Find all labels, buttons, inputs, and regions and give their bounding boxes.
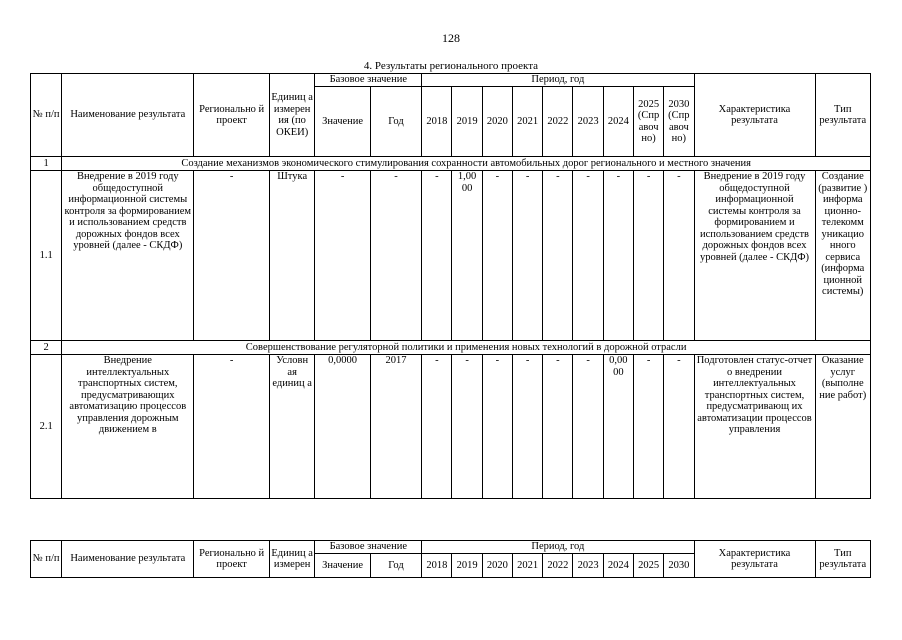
row-1-1-num: 1.1	[31, 171, 62, 341]
header-period: Период, год	[422, 74, 694, 87]
results-table	[30, 73, 871, 499]
repeat-header-year-2018: 2018	[422, 554, 452, 578]
results-table-continued-header	[30, 540, 871, 578]
row-2-1-characteristic: Подготовлен статус-отчет о внедрении интеллектуальных транспортных систем, предусматривающ их автоматизации процессов управления	[694, 355, 815, 499]
row-2-1-value: 0,0000	[315, 355, 370, 499]
row-1-1-2020: -	[482, 171, 512, 341]
repeat-header-characteristic: Характеристика результата	[694, 541, 815, 578]
repeat-header-year-2021: 2021	[512, 554, 542, 578]
row-2-1-2022: -	[543, 355, 573, 499]
repeat-header-year-2020: 2020	[482, 554, 512, 578]
header-year-2018: 2018	[422, 87, 452, 157]
row-2-1-2025: -	[633, 355, 663, 499]
row-2-1-2030: -	[664, 355, 694, 499]
row-1-1-year: -	[370, 171, 421, 341]
header-year-2020: 2020	[482, 87, 512, 157]
row-1-1-2018: -	[422, 171, 452, 341]
repeat-header-year-2019: 2019	[452, 554, 482, 578]
section-title: 4. Результаты регионального проекта	[363, 60, 539, 72]
row-2-1-2020: -	[482, 355, 512, 499]
header-base: Базовое значение	[315, 74, 422, 87]
row-1-1-value: -	[315, 171, 370, 341]
header-num: № п/п	[31, 74, 62, 157]
repeat-header-base: Базовое значение	[315, 541, 422, 554]
row-1-1-regional: -	[194, 171, 270, 341]
section-1-title: Создание механизмов экономического стимулирования сохранности автомобильных дорог регионального и местного значения	[62, 157, 871, 171]
section-2-num: 2	[31, 341, 62, 355]
header-year-2025: 2025 (Спр авоч но)	[633, 87, 663, 157]
header-unit: Единиц а измерен ия (по ОКЕИ)	[269, 74, 314, 157]
header-characteristic: Характеристика результата	[694, 74, 815, 157]
repeat-header-year-2022: 2022	[543, 554, 573, 578]
header-name: Наименование результата	[62, 74, 194, 157]
row-2-1-2024: 0,00 00	[603, 355, 633, 499]
row-1-1-characteristic: Внедрение в 2019 году общедоступной информационной системы контроля за формированием и использованием средств дорожных фондов всех уровней (далее - СКДФ)	[694, 171, 815, 341]
row-2-1-name: Внедрение интеллектуальных транспортных систем, предусматривающих автоматизацию процессов управления дорожным движением в	[62, 355, 194, 499]
row-2-1-year: 2017	[370, 355, 421, 499]
header-regional: Регионально й проект	[194, 74, 270, 157]
repeat-header-year-2030: 2030	[664, 554, 694, 578]
row-1-1-2023: -	[573, 171, 603, 341]
row-2-1-type: Оказание услуг (выполне ние работ)	[815, 355, 871, 499]
row-1-1-2024: -	[603, 171, 633, 341]
section-2-title: Совершенствование регуляторной политики и применения новых технологий в дорожной отрасли	[62, 341, 871, 355]
page-number: 128	[442, 31, 460, 45]
row-1-1-2019: 1,00 00	[452, 171, 482, 341]
repeat-header-period: Период, год	[422, 541, 694, 554]
header-year: Год	[370, 87, 421, 157]
row-1-1-name: Внедрение в 2019 году общедоступной информационной системы контроля за формированием и использованием средств дорожных фондов всех уровней (далее - СКДФ)	[62, 171, 194, 341]
repeat-header-num: № п/п	[31, 541, 62, 578]
repeat-header-unit: Единиц а измерен	[269, 541, 314, 578]
row-1-1-type: Создание (развитие ) информа ционно-телекомм уникацио нного сервиса (информа ционной системы)	[815, 171, 871, 341]
row-2-1-2018: -	[422, 355, 452, 499]
repeat-header-value: Значение	[315, 554, 370, 578]
header-type: Тип результата	[815, 74, 871, 157]
repeat-header-year-2023: 2023	[573, 554, 603, 578]
header-value: Значение	[315, 87, 370, 157]
header-year-2019: 2019	[452, 87, 482, 157]
row-2-1-num: 2.1	[31, 355, 62, 499]
row-2-1-regional: -	[194, 355, 270, 499]
row-2-1-2019: -	[452, 355, 482, 499]
repeat-header-year-2025: 2025	[633, 554, 663, 578]
header-year-2030: 2030 (Спр авоч но)	[664, 87, 694, 157]
header-year-2024: 2024	[603, 87, 633, 157]
row-2-1-unit: Условн ая единиц а	[269, 355, 314, 499]
row-1-1-2022: -	[543, 171, 573, 341]
repeat-header-type: Тип результата	[815, 541, 871, 578]
header-year-2022: 2022	[543, 87, 573, 157]
row-2-1-2021: -	[512, 355, 542, 499]
row-1-1-2021: -	[512, 171, 542, 341]
header-year-2023: 2023	[573, 87, 603, 157]
row-1-1-2030: -	[664, 171, 694, 341]
repeat-header-name: Наименование результата	[62, 541, 194, 578]
section-1-num: 1	[31, 157, 62, 171]
header-year-2021: 2021	[512, 87, 542, 157]
repeat-header-regional: Регионально й проект	[194, 541, 270, 578]
row-1-1-unit: Штука	[269, 171, 314, 341]
repeat-header-year: Год	[370, 554, 421, 578]
row-1-1-2025: -	[633, 171, 663, 341]
row-2-1-2023: -	[573, 355, 603, 499]
repeat-header-year-2024: 2024	[603, 554, 633, 578]
